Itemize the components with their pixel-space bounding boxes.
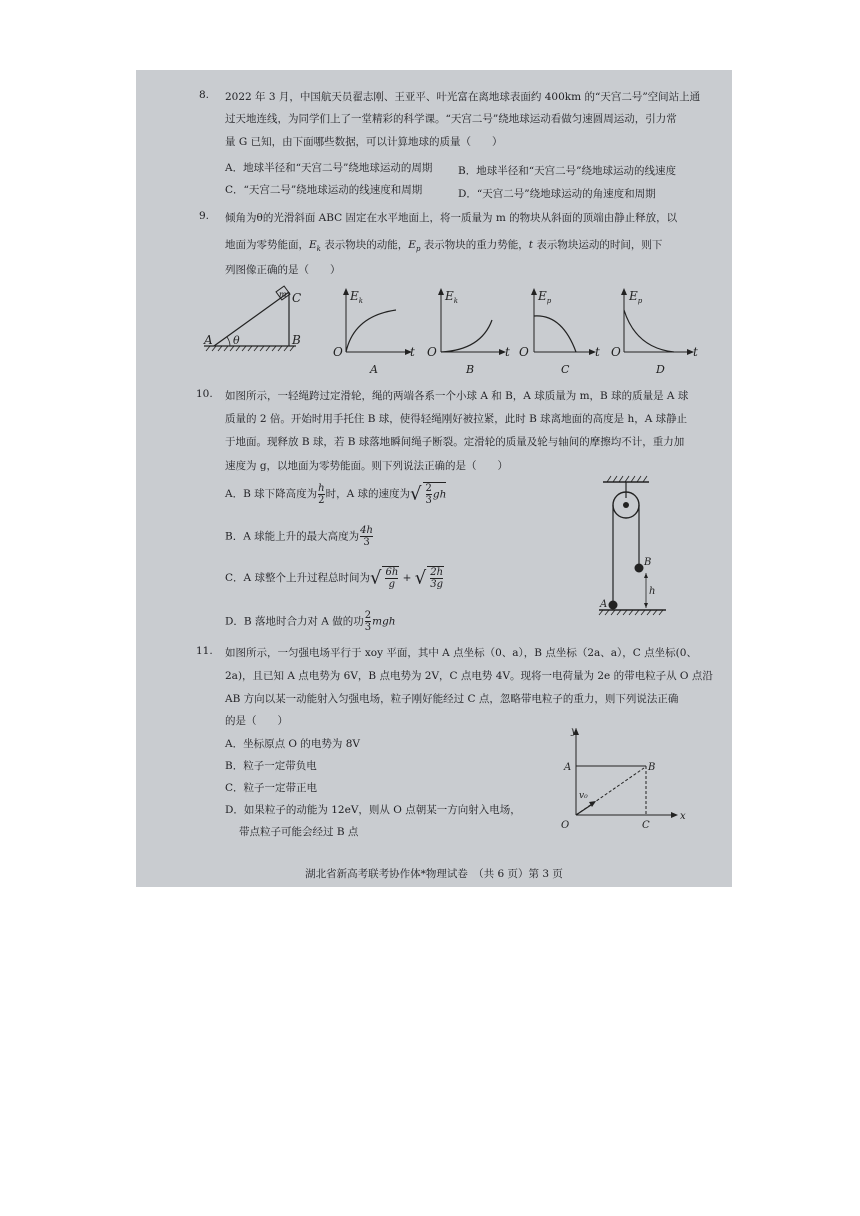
option-d: D．如果粒子的动能为 12eV，则从 O 点朝某一方向射入电场， [225,804,521,816]
question-text: 质量的 2 倍。开始时用手托住 B 球，使得轻绳刚好被拉紧，此时 B 球离地面的高度是 h，A 球静止 [225,413,688,425]
svg-text:O: O [519,345,529,359]
question-number: 8. [199,89,210,101]
svg-text:O: O [427,345,437,359]
point-b-label: B [648,762,656,773]
v0-label: v₀ [579,791,588,801]
exam-page [136,70,732,887]
option-c: C．A 球整个上升过程总时间为√ 6h g + √ 2h 3g [225,567,444,590]
point-a-label: A [204,333,213,347]
label-h: h [649,586,656,597]
svg-text:O: O [333,345,343,359]
option-c: C．粒子一定带正电 [225,782,318,794]
question-text: 于地面。现释放 B 球，若 B 球落地瞬间绳子断裂。定滑轮的质量及轮与轴间的摩擦均不计，重力加 [225,436,685,448]
svg-text:O: O [611,345,621,359]
svg-text:t: t [693,345,698,359]
point-c-label: C [292,291,302,305]
pulley-figure [591,470,671,620]
origin-label: O [561,820,570,830]
svg-text:t: t [410,345,415,359]
graph-b-caption: B [466,363,475,376]
question-text: AB 方向以某一动能射入匀强电场，粒子刚好能经过 C 点，忽略带电粒子的重力，则下列说法正确 [225,693,679,705]
question-number: 11. [196,645,213,657]
option-a: A．B 球下降高度为 $\frac{h}{2}$ 时，A 球的速度为√ $\frac{2}{3}$ gh [225,482,447,506]
point-a-label: A [564,762,572,773]
svg-text:Ep: $E_p$ [538,289,552,305]
graph-a-caption: A [370,363,378,376]
question-text: 如图所示，一轻绳跨过定滑轮，绳的两端各系一个小球 A 和 B，A 球质量为 m，B 球的质量是 A 球 [225,390,689,402]
curve-a [346,310,396,352]
question-text: 量 G 已知，由下面哪些数据，可以计算地球的质量（ ） [225,136,503,148]
label-b: B [644,557,652,568]
graph-b [427,288,510,376]
svg-text:t: t [595,345,600,359]
point-b-label: B [292,333,301,347]
question-text: 地面为零势能面，$E_k$ 表示物块的动能，$E_p$ 表示物块的重力势能，t 表示物块运动的时间，则下 [225,239,663,254]
question-text: 的是（ ） [225,715,288,727]
question-text: 2a)，且已知 A 点电势为 6V，B 点电势为 2V，C 点电势 4V。现将一电荷量为 2e 的带电粒子从 O 点沿 [225,670,713,682]
option-d: D．B 落地时合力对 A 做的功 $\frac{2}{3}$ mgh [225,610,396,633]
question-text: 2022 年 3 月，中国航天员翟志刚、王亚平、叶光富在离地球表面约 400km 的“天宫二号”空间站上通 [225,91,701,103]
graph-d [611,288,698,376]
label-a: A [600,599,608,610]
svg-text:Ep: $E_p$ [629,289,643,305]
graph-c [519,288,600,376]
graph-a [333,288,415,376]
y-axis-label: y [571,726,577,737]
graph-d-caption: D [656,363,665,376]
question-text: 如图所示，一匀强电场平行于 xoy 平面，其中 A 点坐标（0、a），B 点坐标（2a、a），C 点坐标(0、 [225,647,697,659]
svg-text:Ek: $E_k$ [445,289,459,305]
ball-b [635,564,644,573]
mass-label: m [279,290,287,299]
option-d-continued: 带点粒子可能会经过 B 点 [239,826,359,838]
question-text: 列图像正确的是（ ） [225,264,341,276]
page-footer: 湖北省新高考联考协作体*物理试卷 （共 6 页）第 3 页 [305,868,563,880]
x-axis-label: x [680,811,686,822]
question-text: 速度为 g，以地面为零势能面。则下列说法正确的是（ ） [225,460,509,472]
graph-c-caption: C [561,363,570,376]
theta-label: θ [233,334,240,347]
point-c-label: C [642,820,650,830]
question-text: 倾角为θ的光滑斜面 ABC 固定在水平地面上，将一质量为 m 的物块从斜面的顶端由静止释放，以 [225,212,678,224]
q9-figure [196,280,716,380]
option-b: B．粒子一定带负电 [225,760,317,772]
field-figure [556,720,696,830]
question-text: 过天地连线，为同学们上了一堂精彩的科学课。“天宫二号”绕地球运动看做匀速圆周运动，引力常 [225,113,677,125]
ball-a [609,601,618,610]
option-a: A．地球半径和“天宫二号”绕地球运动的周期 [225,162,433,174]
option-c: C．“天宫二号”绕地球运动的线速度和周期 [225,184,423,196]
svg-text:t: t [505,345,510,359]
svg-text:Ek: $E_k$ [350,289,364,305]
question-number: 10. [196,388,213,400]
option-b: B．地球半径和“天宫二号”绕地球运动的线速度 [458,165,676,177]
option-d: D．“天宫二号”绕地球运动的角速度和周期 [458,188,656,200]
curve-b [441,320,492,352]
curve-d [624,310,674,352]
option-b: B．A 球能上升的最大高度为 $\frac{4h}{3}$ [225,525,373,548]
incline-diagram [203,286,301,351]
question-number: 9. [199,210,210,222]
option-a: A．坐标原点 O 的电势为 8V [225,738,360,750]
curve-c [534,316,576,352]
